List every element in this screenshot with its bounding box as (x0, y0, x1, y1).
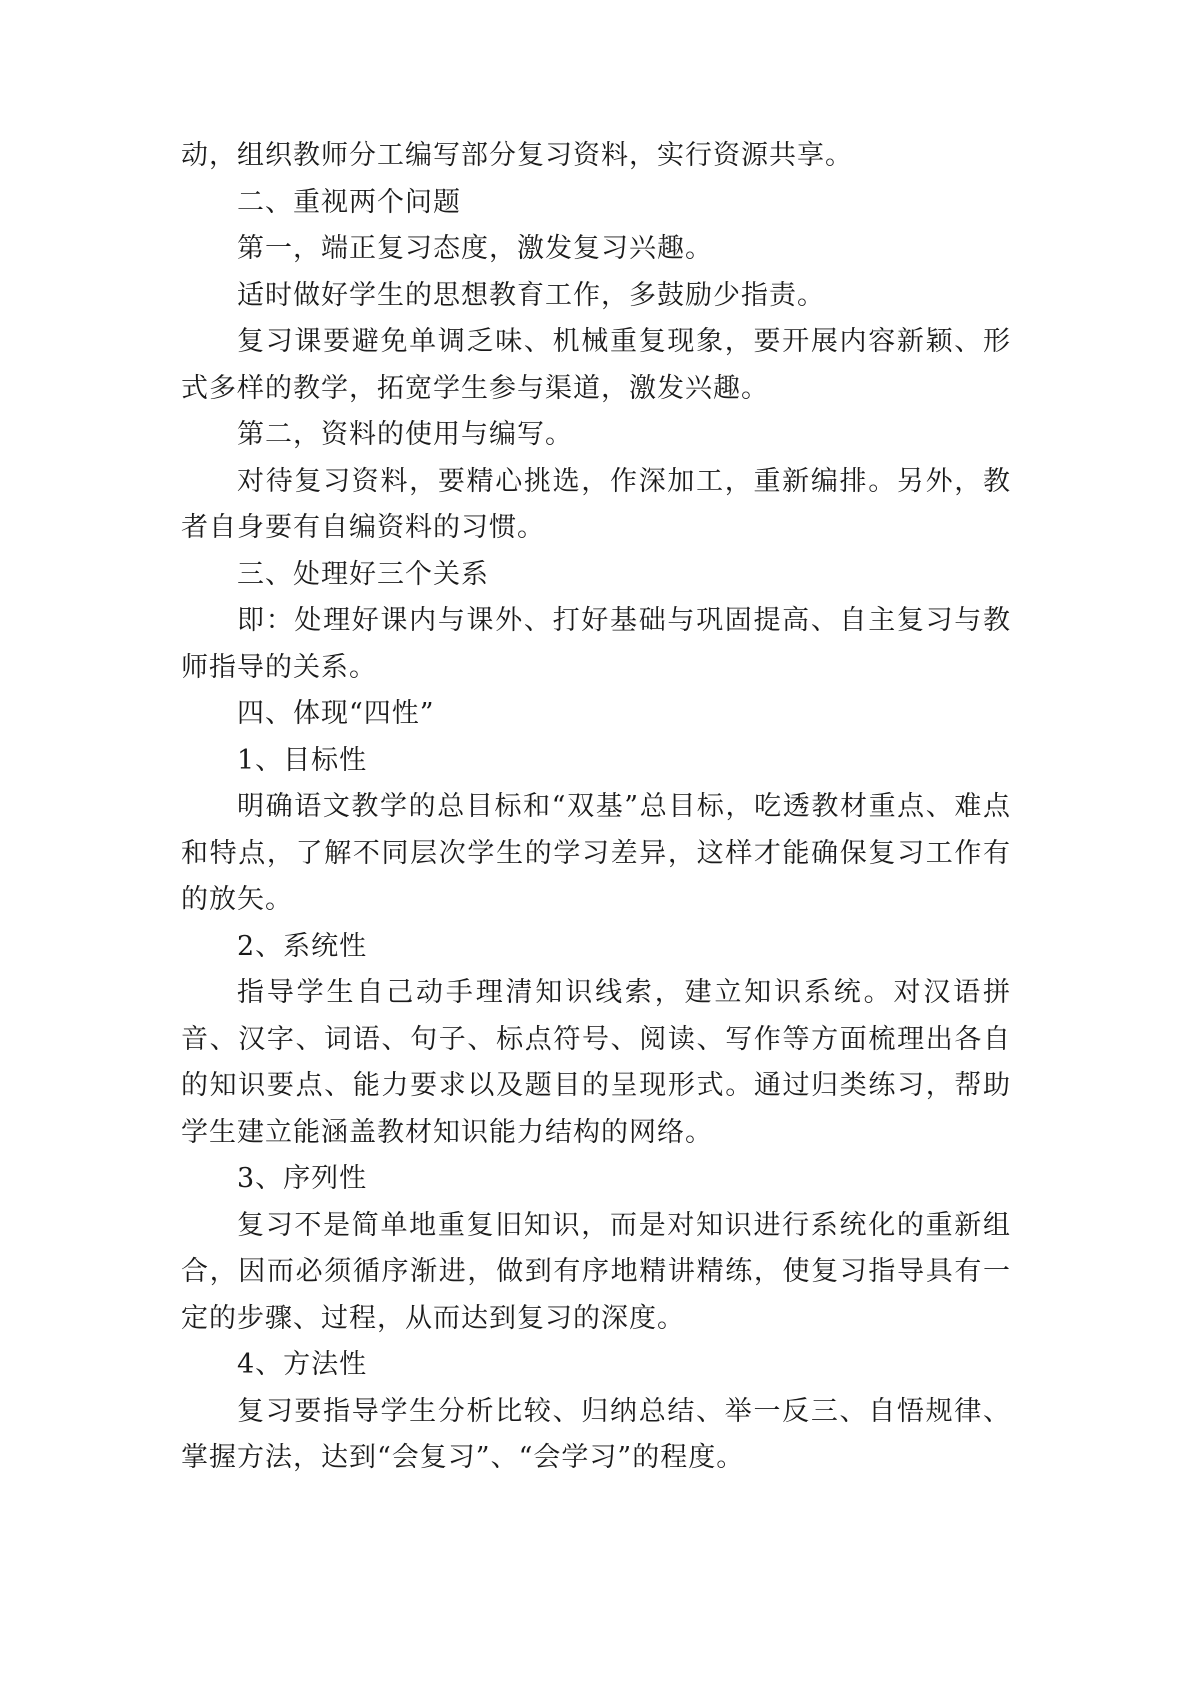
body-paragraph: 明确语文教学的总目标和“双基”总目标，吃透教材重点、难点和特点，了解不同层次学生的学习差异，这样才能确保复习工作有的放矢。 (181, 791, 1011, 915)
body-paragraph: 复习要指导学生分析比较、归纳总结、举一反三、自悟规律、掌握方法，达到“会复习”、“会学习”的程度。 (181, 1395, 1011, 1473)
section-heading-three: 三、处理好三个关系 (237, 558, 489, 590)
subheading-first: 第一，端正复习态度，激发复习兴趣。 (237, 233, 713, 264)
body-paragraph-continuation: 动，组织教师分工编写部分复习资料，实行资源共享。 (181, 140, 853, 171)
document-body (181, 133, 1011, 1482)
section-heading-four: 四、体现“四性” (237, 698, 435, 729)
subheading-sequence: 3、序列性 (237, 1163, 368, 1194)
body-paragraph: 对待复习资料，要精心挑选，作深加工，重新编排。另外，教者自身要有自编资料的习惯。 (181, 465, 1011, 543)
body-paragraph: 复习不是简单地重复旧知识，而是对知识进行系统化的重新组合，因而必须循序渐进，做到有序地精讲精练，使复习指导具有一定的步骤、过程，从而达到复习的深度。 (181, 1209, 1011, 1334)
body-paragraph: 指导学生自己动手理清知识线索，建立知识系统。对汉语拼音、汉字、词语、句子、标点符号、阅读、写作等方面梳理出各自的知识要点、能力要求以及题目的呈现形式。通过归类练习，帮助学生建立能涵盖教材知识能力结构的网络。 (181, 977, 1011, 1148)
body-paragraph: 适时做好学生的思想教育工作，多鼓励少指责。 (237, 279, 825, 311)
subheading-systematic: 2、系统性 (237, 930, 368, 962)
body-paragraph: 即：处理好课内与课外、打好基础与巩固提高、自主复习与教师指导的关系。 (181, 605, 1011, 683)
subheading-method: 4、方法性 (237, 1349, 368, 1380)
section-heading-two: 二、重视两个问题 (237, 186, 461, 218)
subheading-second: 第二，资料的使用与编写。 (237, 419, 573, 450)
subheading-goal: 1、目标性 (237, 744, 368, 776)
body-paragraph: 复习课要避免单调乏味、机械重复现象，要开展内容新颖、形式多样的教学，拓宽学生参与渠道，激发兴趣。 (181, 326, 1011, 404)
